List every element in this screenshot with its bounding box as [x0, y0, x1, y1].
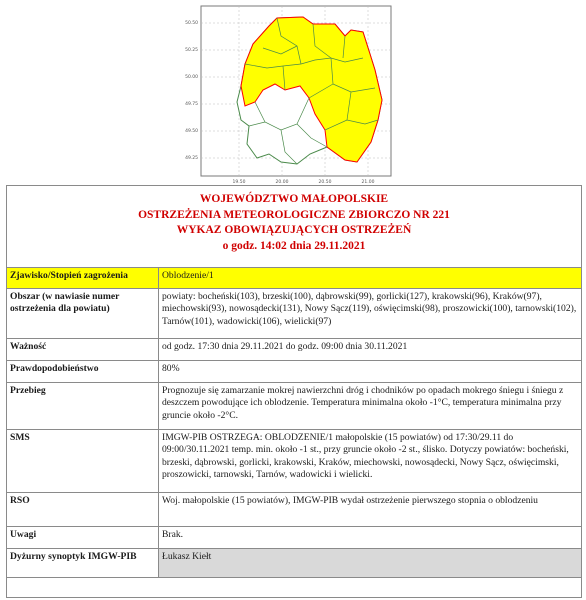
lon-label: 19.50: [232, 180, 246, 185]
row-value: od godz. 17:30 dnia 29.11.2021 do godz. 09:00 dnia 30.11.2021: [159, 338, 582, 360]
table-row-rso: [7, 492, 581, 526]
row-label: SMS: [7, 429, 159, 492]
row-value: Prognozuje się zamarzanie mokrej nawierzchni dróg i chodników po opadach mokrego śniegu i śniegu z deszczem powodujące ich oblodzenie. Temperatura minimalna około -1°C, temperatura minimalna przy gruncie około -2°C.: [159, 382, 582, 429]
warning-table: [7, 268, 581, 578]
row-value: 80%: [159, 360, 582, 382]
table-row-course: [7, 382, 581, 429]
region-title: WOJEWÓDZTWO MAŁOPOLSKIE: [199, 193, 389, 205]
row-label: Dyżurny synoptyk IMGW-PIB: [7, 548, 159, 577]
lat-label: 50.00: [185, 75, 198, 80]
lat-label: 49.50: [185, 129, 198, 134]
table-row-probability: [7, 360, 581, 382]
row-value: Łukasz Kiełt: [159, 548, 582, 577]
row-label: Przebieg: [7, 382, 159, 429]
issue-time: o godz. 14:02 dnia 29.11.2021: [222, 239, 366, 252]
table-row-area: [7, 288, 581, 338]
row-label: Ważność: [7, 338, 159, 360]
row-value: IMGW-PIB OSTRZEGA: OBLODZENIE/1 małopolskie (15 powiatów) od 17:30/29.11 do 09:00/30.11.2021 temp. min. około -1 st., przy gruncie około -2 st., ślisko. Dotyczy powiatów: bocheński, brzeski, dąbrowski, gorlicki, krakowski, Kraków, miechowski, nowosądecki, Nowy Sącz, oświęcimski, proszowicki, tarnowski, Tarnów, wadowicki i wielicki.: [159, 429, 582, 492]
row-label: Zjawisko/Stopień zagrożenia: [7, 268, 159, 288]
lat-label: 50.25: [185, 48, 198, 53]
table-row-phenomenon: [7, 268, 581, 288]
warning-map-svg: [185, 2, 397, 188]
warning-report: [6, 185, 582, 598]
row-label: Uwagi: [7, 526, 159, 548]
lat-label: 49.25: [185, 156, 198, 161]
lon-label: 20.00: [275, 180, 289, 185]
bulletin-title: OSTRZEŻENIA METEOROLOGICZNE ZBIORCZO NR 221: [138, 208, 450, 221]
row-label: RSO: [7, 492, 159, 526]
row-value: Woj. małopolskie (15 powiatów), IMGW-PIB wydał ostrzeżenie pierwszego stopnia o oblodzeniu: [159, 492, 582, 526]
row-value: Oblodzenie/1: [159, 268, 582, 288]
lat-label: 49.75: [185, 102, 198, 107]
list-title: WYKAZ OBOWIĄZUJĄCYCH OSTRZEŻEŃ: [176, 224, 412, 236]
row-value: Brak.: [159, 526, 582, 548]
warning-map: [185, 2, 397, 188]
lat-label: 50.50: [185, 21, 198, 26]
row-label: Prawdopodobieństwo: [7, 360, 159, 382]
report-header: [7, 186, 581, 268]
row-label: Obszar (w nawiasie numer ostrzeżenia dla powiatu): [7, 288, 159, 338]
lon-label: 21.00: [361, 180, 375, 185]
table-row-notes: [7, 526, 581, 548]
row-value: powiaty: bocheński(103), brzeski(100), dąbrowski(99), gorlicki(127), krakowski(96), Kraków(97), miechowski(93), nowosądecki(131), Nowy Sącz(119), oświęcimski(98), proszowicki(100), tarnowski(102), Tarnów(101), wadowicki(106), wielicki(97): [159, 288, 582, 338]
table-row-sms: [7, 429, 581, 492]
lon-label: 20.50: [318, 180, 332, 185]
table-row-validity: [7, 338, 581, 360]
table-row-forecaster: [7, 548, 581, 577]
